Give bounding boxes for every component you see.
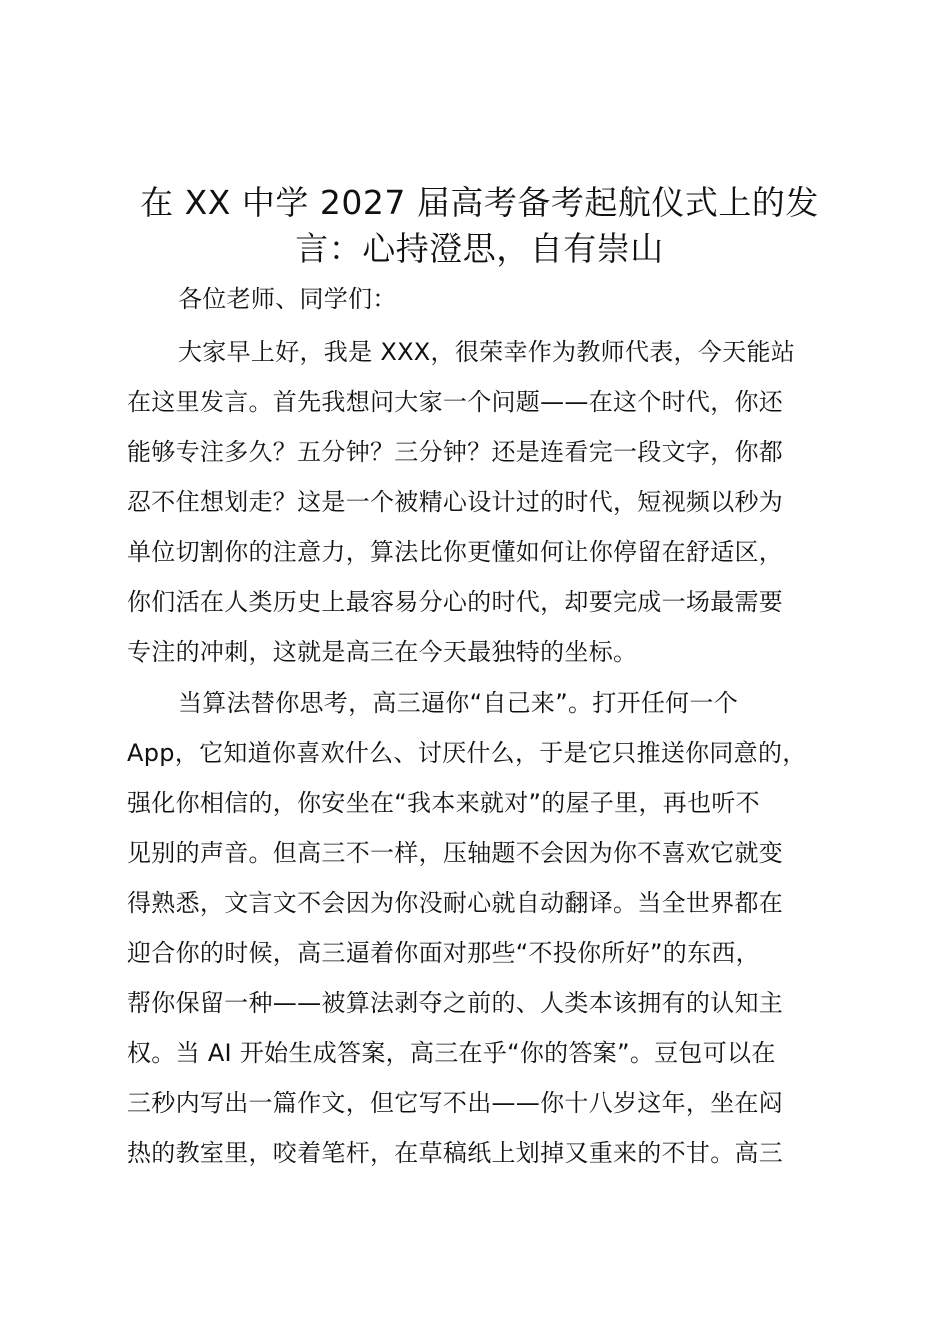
paragraph-line: 帮你保留一种——被算法剥夺之前的、人类本该拥有的认知主 bbox=[127, 989, 784, 1017]
paragraph-line: App，它知道你喜欢什么、讨厌什么，于是它只推送你同意的， bbox=[127, 739, 807, 767]
paragraph-line: 单位切割你的注意力，算法比你更懂如何让你停留在舒适区， bbox=[127, 538, 784, 566]
paragraph-line: 忍不住想划走？这是一个被精心设计过的时代，短视频以秒为 bbox=[127, 488, 784, 516]
paragraph-line: 强化你相信的，你安坐在“我本来就对”的屋子里，再也听不 bbox=[127, 789, 760, 817]
title-line: 在 XX 中学 2027 届高考备考起航仪式上的发 bbox=[140, 183, 819, 222]
document-title bbox=[127, 180, 832, 272]
salutation-text: 各位老师、同学们： bbox=[178, 285, 397, 313]
paragraph-line: 热的教室里，咬着笔杆，在草稿纸上划掉又重来的不甘。高三 bbox=[127, 1139, 784, 1167]
document-body bbox=[127, 180, 832, 1178]
paragraph-line: 当算法替你思考，高三逼你“自己来”。打开任何一个 bbox=[178, 689, 739, 717]
paragraph-line: 得熟悉，文言文不会因为你没耐心就自动翻译。当全世界都在 bbox=[127, 889, 784, 917]
paragraph-line: 三秒内写出一篇作文，但它写不出——你十八岁这年，坐在闷 bbox=[127, 1089, 784, 1117]
paragraph-line: 大家早上好，我是 XXX，很荣幸作为教师代表，今天能站 bbox=[178, 338, 796, 366]
paragraph-line: 权。当 AI 开始生成答案，高三在乎“你的答案”。豆包可以在 bbox=[127, 1039, 776, 1067]
salutation bbox=[127, 274, 832, 324]
paragraph-line: 在这里发言。首先我想问大家一个问题——在这个时代，你还 bbox=[127, 388, 784, 416]
paragraph-line: 能够专注多久？五分钟？三分钟？还是连看完一段文字，你都 bbox=[127, 438, 784, 466]
paragraph-line: 专注的冲刺，这就是高三在今天最独特的坐标。 bbox=[127, 638, 638, 666]
title-line: 言：心持澄思，自有崇山 bbox=[295, 229, 664, 268]
paragraph-line: 你们活在人类历史上最容易分心的时代，却要完成一场最需要 bbox=[127, 588, 784, 616]
paragraph-2 bbox=[127, 678, 832, 1178]
paragraph-1 bbox=[127, 327, 832, 677]
paragraph-line: 迎合你的时候，高三逼着你面对那些“不投你所好”的东西， bbox=[127, 939, 760, 967]
paragraph-line: 见别的声音。但高三不一样，压轴题不会因为你不喜欢它就变 bbox=[127, 839, 784, 867]
